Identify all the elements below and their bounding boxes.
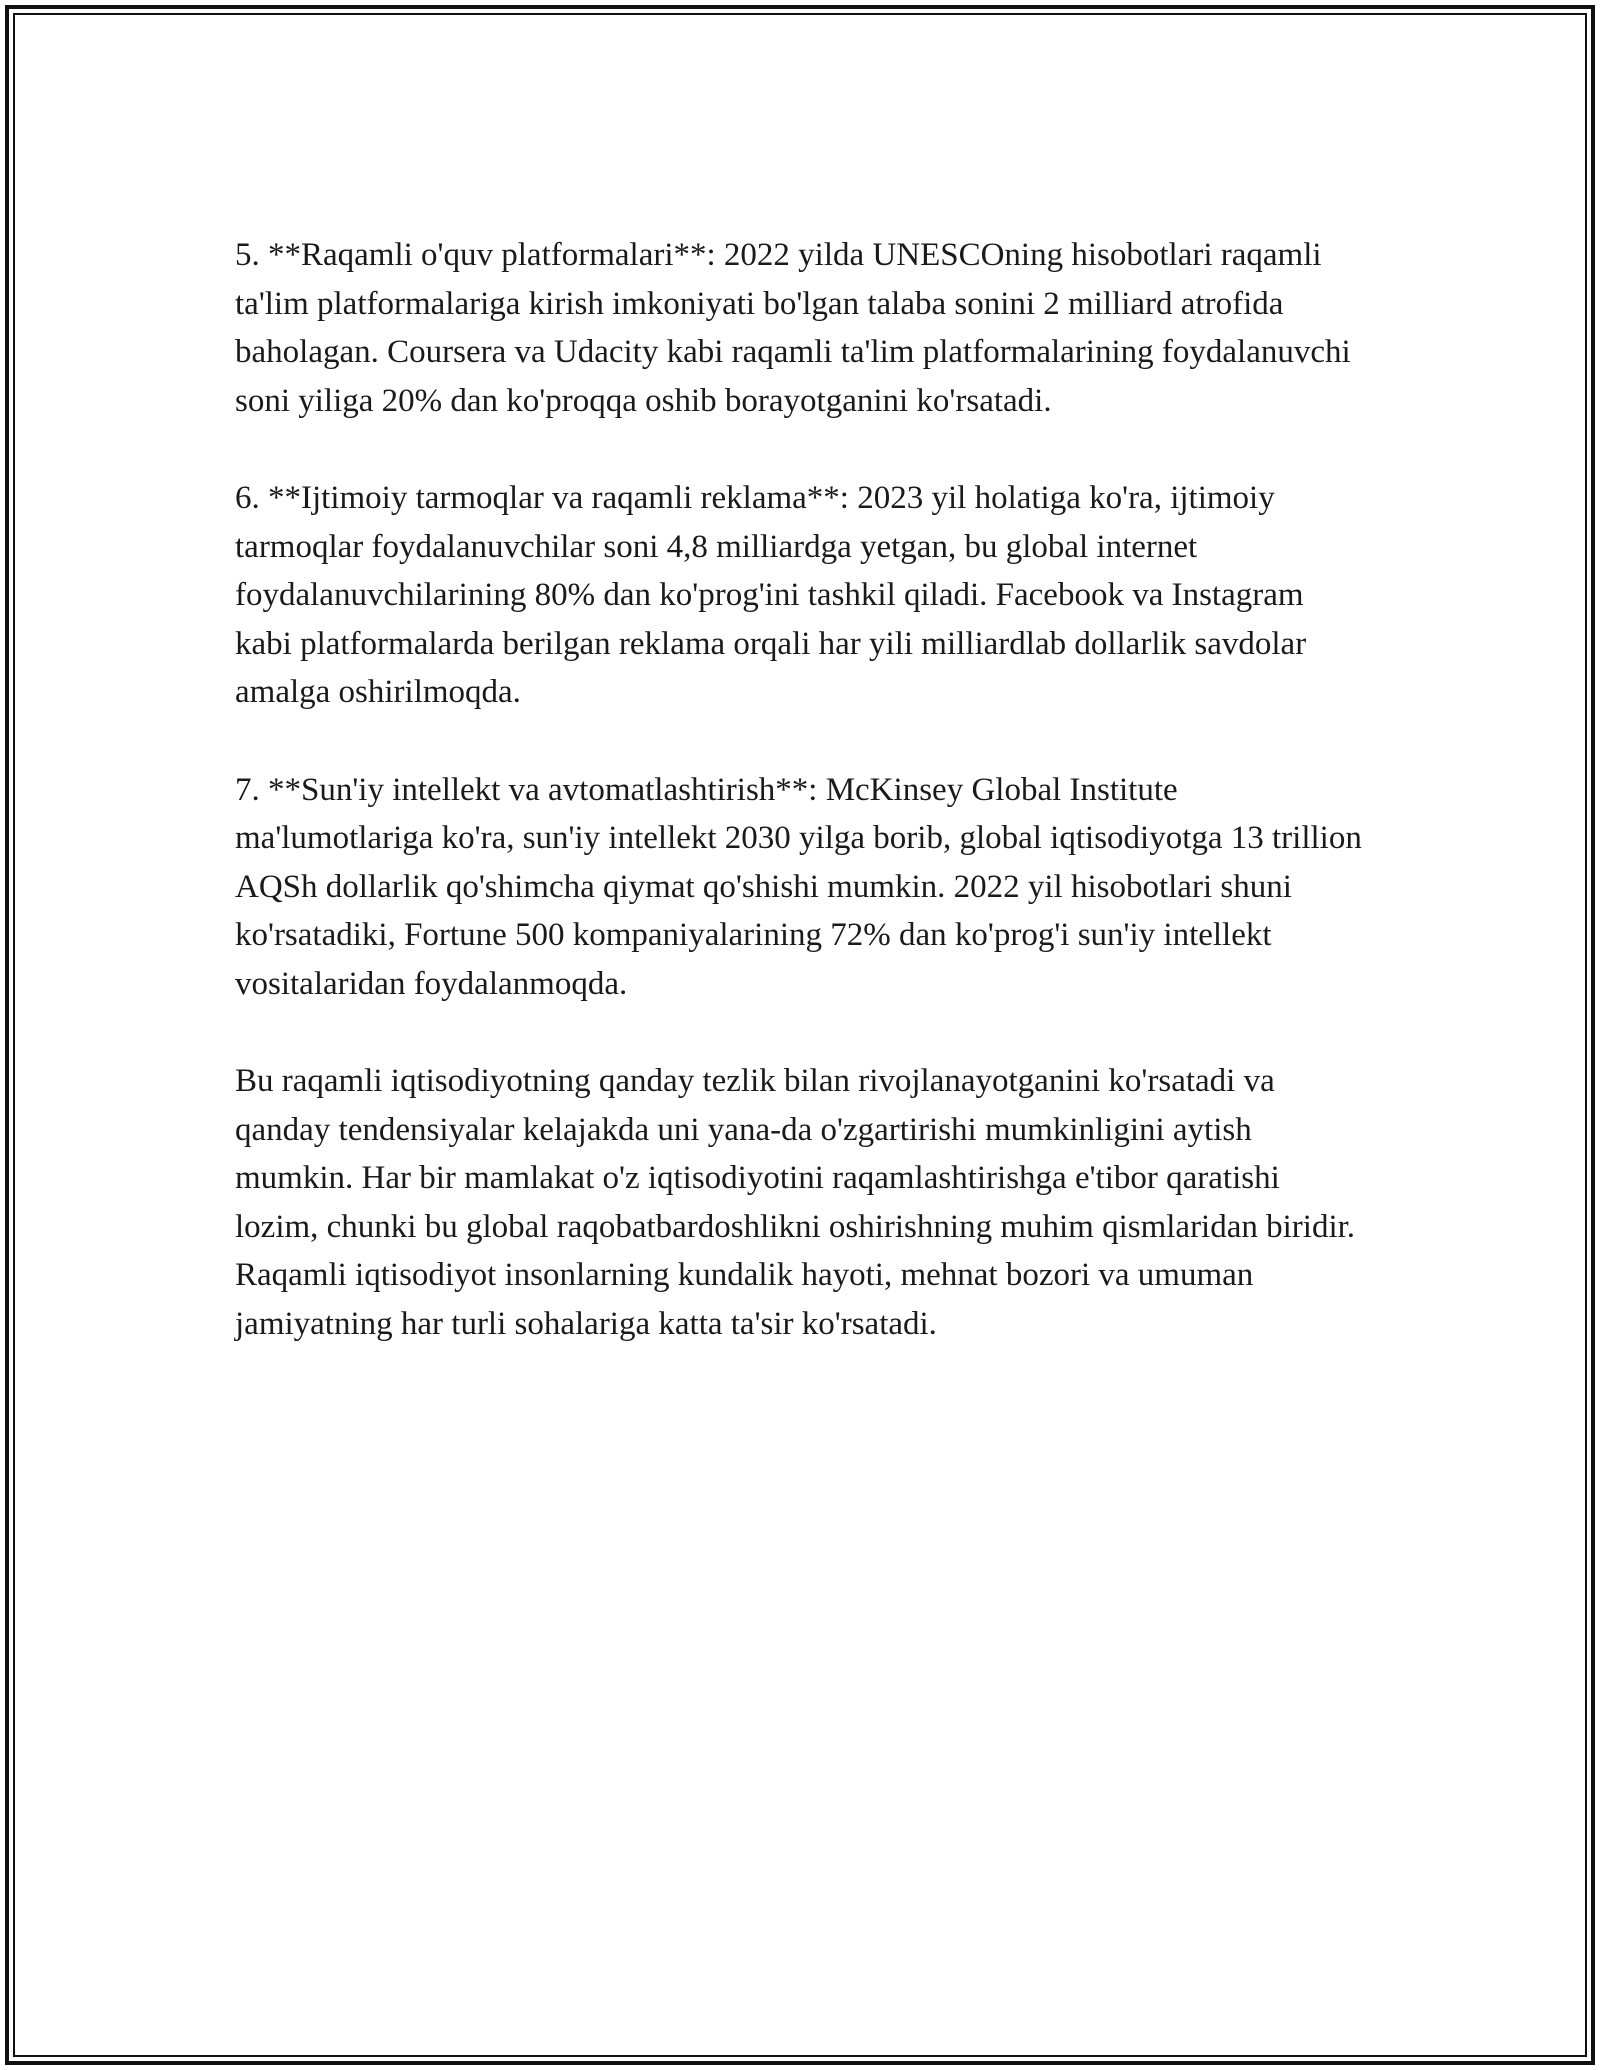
paragraph-social-networks-advertising: 6. **Ijtimoiy tarmoqlar va raqamli reklama**: 2023 yil holatiga ko'ra, ijtimoiy tarmoqlar foydalanuvchilar soni 4,8 milliardga yetgan, bu global internet foydalanuvchilarining 80% dan ko'prog'ini tashkil qiladi. Facebook va Instagram kabi platformalarda berilgan reklama orqali har yili milliardlab dollarlik savdolar amalga oshirilmoqda. bbox=[235, 479, 1307, 711]
paragraph-digital-learning-platforms: 5. **Raqamli o'quv platformalari**: 2022 yilda UNESCOning hisobotlari raqamli ta'lim platformalariga kirish imkoniyati bo'lgan talaba sonini 2 milliard atrofida baholagan. Coursera va Udacity kabi raqamli ta'lim platformalarining foydalanuvchi soni yiliga 20% dan ko'proqqa oshib borayotganini ko'rsatadi. bbox=[235, 237, 1351, 419]
paragraph-ai-automation: 7. **Sun'iy intellekt va avtomatlashtirish**: McKinsey Global Institute ma'lumotlariga ko'ra, sun'iy intellekt 2030 yilga borib, global iqtisodiyotga 13 trillion AQSh dollarlik qo'shimcha qiymat qo'shishi mumkin. 2022 yil hisobotlari shuni ko'rsatadiki, Fortune 500 kompaniyalarining 72% dan ko'prog'i sun'iy intellekt vositalaridan foydalanmoqda. bbox=[235, 771, 1362, 1002]
paragraph-conclusion: Bu raqamli iqtisodiyotning qanday tezlik bilan rivojlanayotganini ko'rsatadi va qanday tendensiyalar kelajakda uni yana-da o'zgartirishi mumkinligini aytish mumkin. Har bir mamlakat o'z iqtisodiyotini raqamlashtirishga e'tibor qaratishi lozim, chunki bu global raqobatbardoshlikni oshirishning muhim qismlaridan biridir. Raqamli iqtisodiyot insonlarning kundalik hayoti, mehnat bozori va umuman jamiyatning har turli sohalariga katta ta'sir ko'rsatadi. bbox=[235, 1063, 1356, 1343]
document-body bbox=[235, 231, 1365, 1349]
